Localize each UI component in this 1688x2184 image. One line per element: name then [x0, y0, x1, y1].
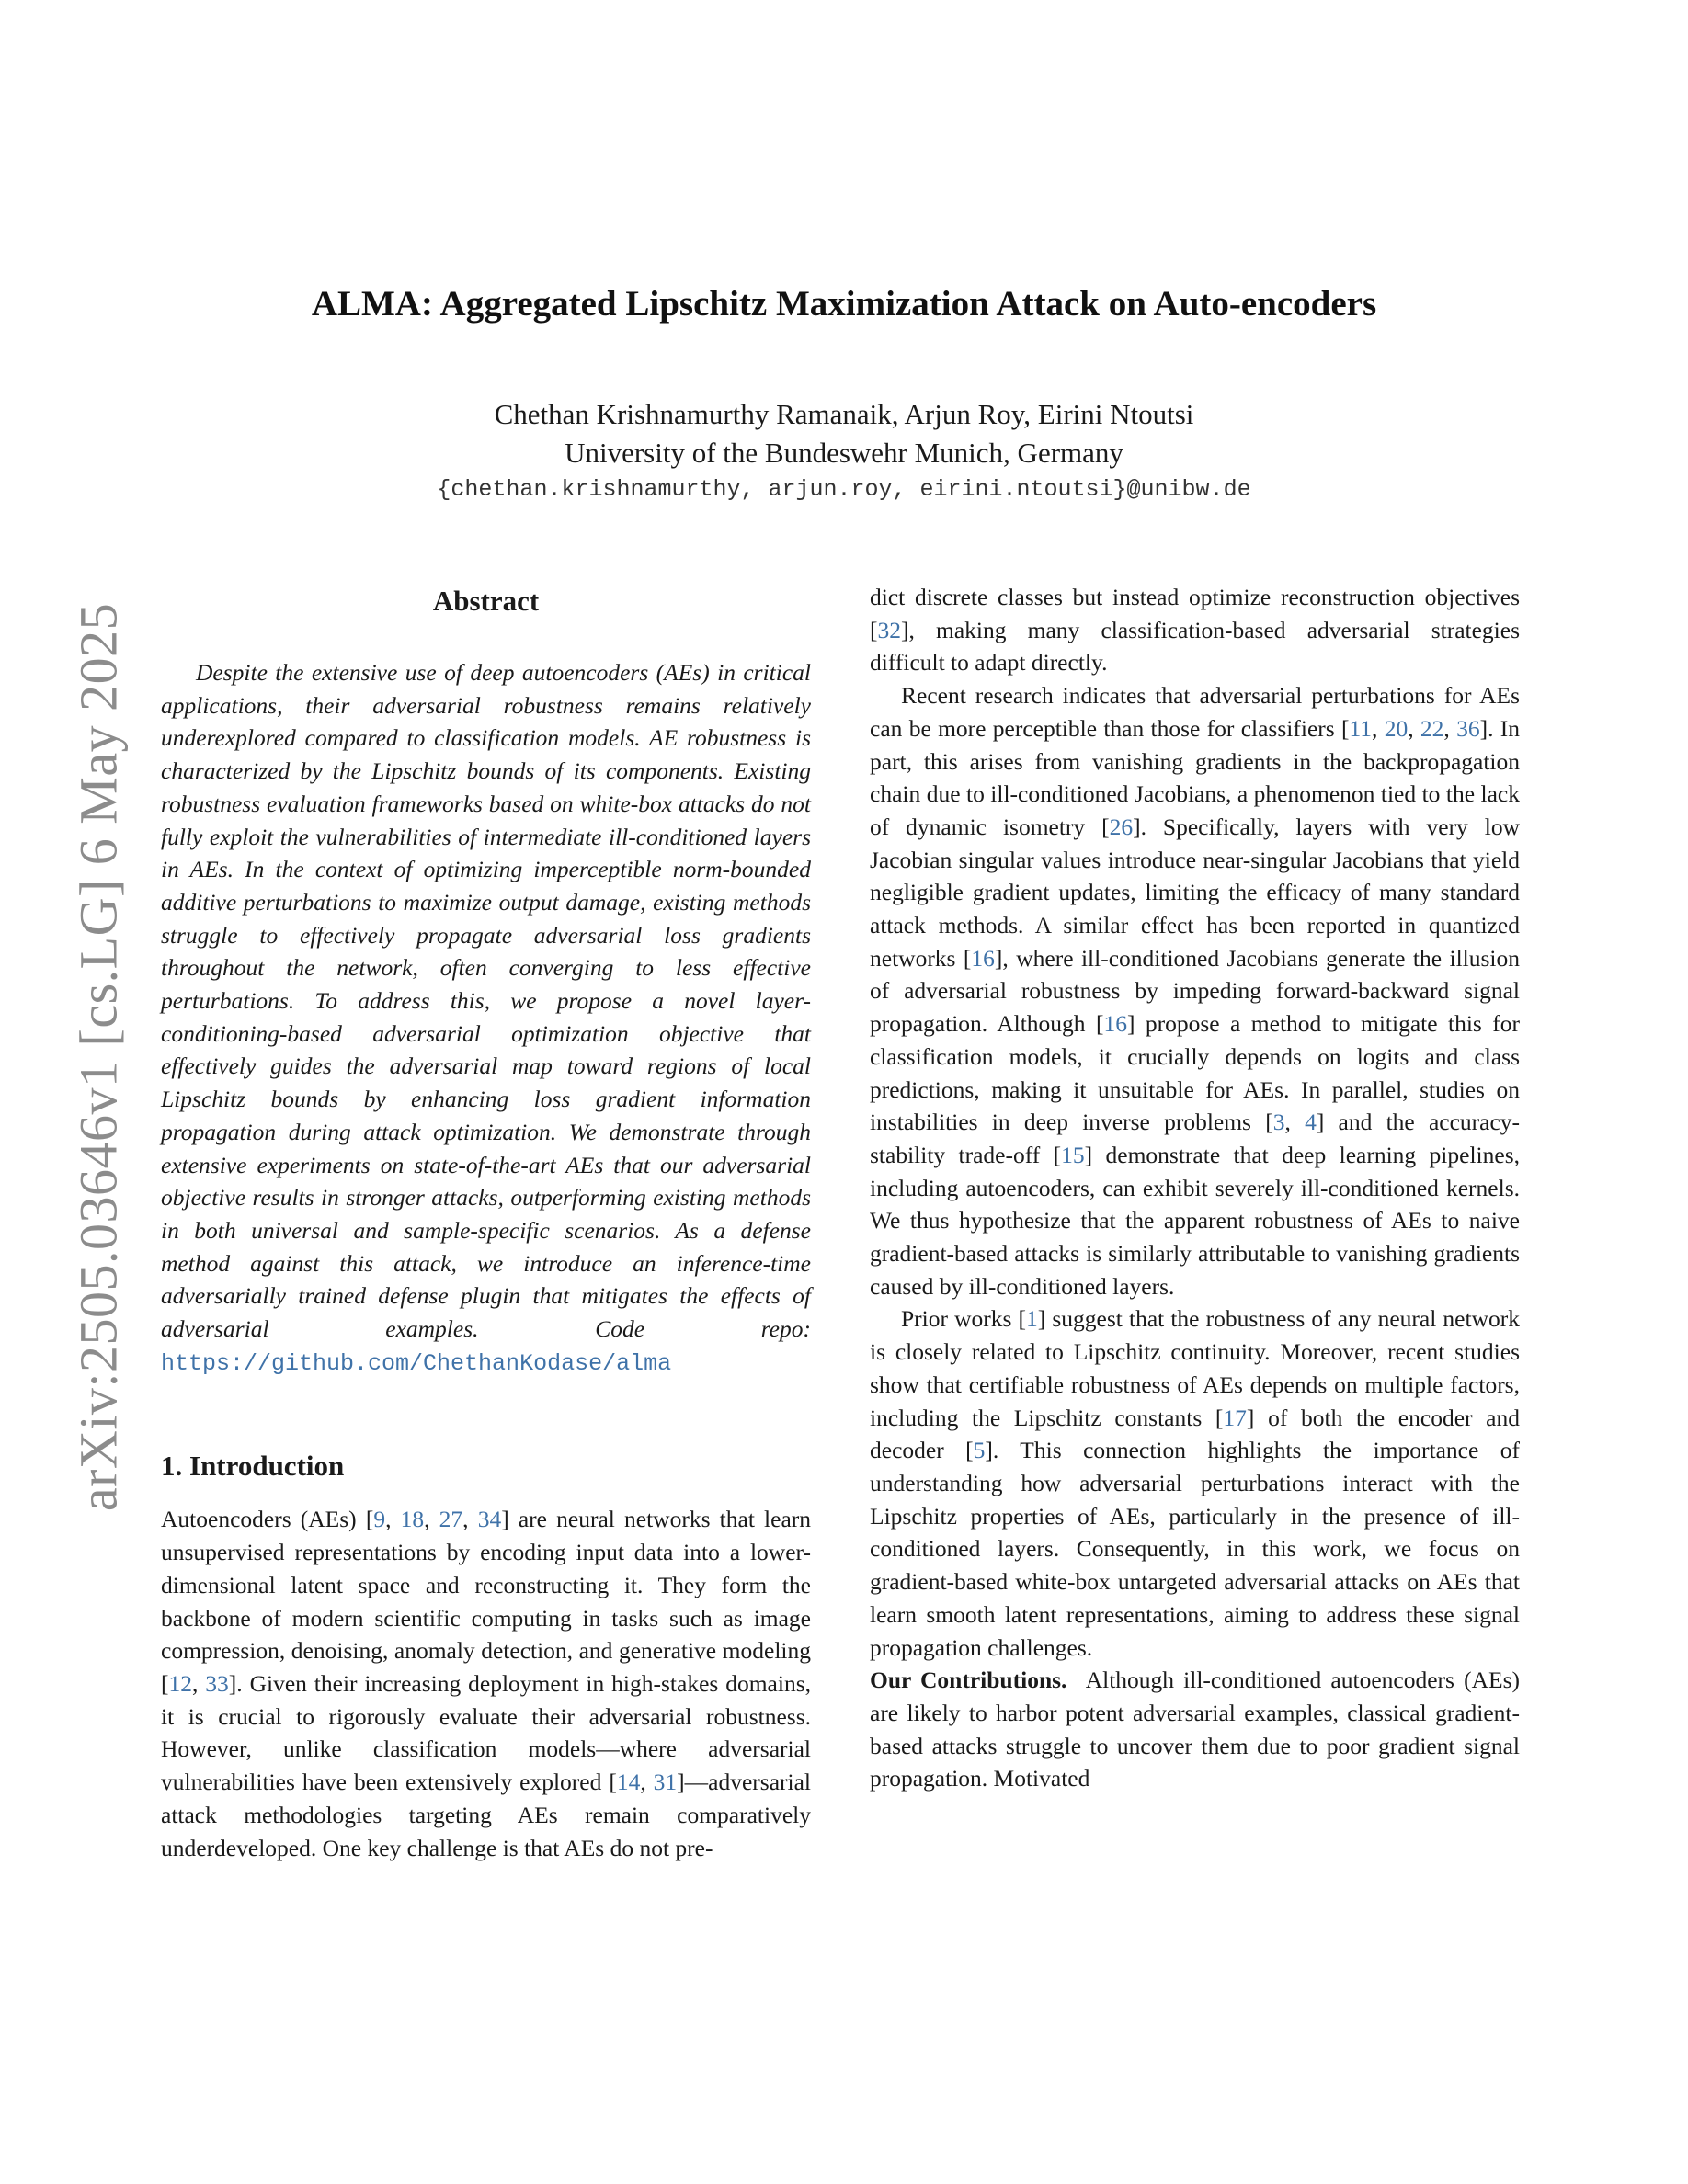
text-span: ,	[1372, 714, 1385, 742]
text-span: dict discrete classes but instead optimize reconstruction objectives [	[870, 584, 1520, 643]
intro-paragraph-1-continued	[870, 581, 1520, 679]
citation-link[interactable]: 36	[1456, 714, 1480, 742]
citation-link[interactable]: 11	[1349, 714, 1373, 742]
email-domain: @unibw.de	[1126, 476, 1251, 503]
text-span: ]. This connection highlights the importance of understanding how adversarial perturbations interact with the Lipschitz properties of AEs, particularly in the presence of ill-conditioned layers. Consequently, in this work, we focus on gradient-based white-box untargeted adversarial attacks on AEs that learn smooth latent representations, aiming to address these signal propagation challenges.	[870, 1437, 1520, 1661]
author-emails	[0, 476, 1688, 503]
author-names: Chethan Krishnamurthy Ramanaik, Arjun Roy, Eirini Ntoutsi	[494, 398, 1194, 430]
text-span: ] suggest that the robustness of any neural network is closely related to Lipschitz continuity. Moreover, recent studies show that certifiable robustness of AEs depends on multiple factors, including the Lipschitz constants [	[870, 1305, 1520, 1431]
intro-paragraph-1	[161, 1503, 811, 1864]
text-span: ] are neural networks that learn unsupervised representations by encoding input data into a lower-dimensional latent space and reconstructing it. They form the backbone of modern scientific computing in tasks such as image compression, denoising, anomaly detection, and generative modeling [	[161, 1506, 812, 1697]
introduction-heading: 1. Introduction	[161, 1450, 345, 1483]
citation-link[interactable]: 32	[877, 616, 901, 643]
arxiv-identifier: arXiv:2505.03646v1 [cs.LG] 6 May 2025	[68, 602, 129, 1512]
citation-link[interactable]: 3	[1272, 1109, 1285, 1136]
paper-title: ALMA: Aggregated Lipschitz Maximization Attack on Auto-encoders	[311, 284, 1377, 324]
text-span: ], making many classification-based adversarial strategies difficult to adapt directly.	[870, 616, 1520, 677]
intro-paragraph-2	[870, 679, 1520, 1302]
text-span: ], where ill-conditioned Jacobians generate the illusion of adversarial robustness by impeding forward-backward signal propagation. Although [	[870, 944, 1520, 1038]
text-span: ,	[1408, 714, 1420, 742]
citation-link[interactable]: 4	[1305, 1109, 1317, 1136]
text-span: Autoencoders (AEs) [	[161, 1506, 374, 1533]
text-span: ]—adversarial attack methodologies targeting AEs remain comparatively underdeveloped. One key challenge is that AEs do not pre-	[161, 1769, 811, 1861]
citation-link[interactable]: 18	[400, 1506, 425, 1533]
citation-link[interactable]: 16	[971, 944, 995, 972]
citation-link[interactable]: 12	[168, 1669, 192, 1697]
citation-link[interactable]: 27	[439, 1506, 463, 1533]
text-span: Prior works [	[901, 1305, 1027, 1333]
citation-link[interactable]: 5	[973, 1437, 986, 1464]
citation-link[interactable]: 33	[205, 1669, 229, 1697]
citation-link[interactable]: 17	[1223, 1404, 1247, 1431]
text-span: ] demonstrate that deep learning pipelines, including autoencoders, can exhibit severely ill-conditioned kernels. We thus hypothesize that the apparent robustness of AEs to naive gradient-based attacks is similarly attributable to vanishing gradients caused by ill-conditioned layers.	[870, 1141, 1520, 1300]
text-span: Recent research indicates that adversarial perturbations for AEs can be more perceptible than those for classifiers [	[870, 682, 1520, 742]
citation-link[interactable]: 14	[616, 1769, 641, 1796]
citation-link[interactable]: 20	[1384, 714, 1409, 742]
email-names: {chethan.krishnamurthy, arjun.roy, eirini.ntoutsi}	[437, 476, 1127, 503]
arxiv-stamp	[48, 552, 149, 1563]
affiliation: University of the Bundeswehr Munich, Germany	[565, 437, 1123, 469]
text-span: ] of both the encoder and decoder [	[870, 1404, 1520, 1464]
intro-paragraph-3	[870, 1302, 1520, 1664]
abstract-body: Despite the extensive use of deep autoencoders (AEs) in critical applications, their adversarial robustness remains relatively underexplored compared to classification models. AE robustness is characterized by the Lipschitz bounds of its components. Existing robustness evaluation frameworks based on white-box attacks do not fully exploit the vulnerabilities of intermediate ill-conditioned layers in AEs. In the context of optimizing imperceptible norm-bounded additive perturbations to maximize output damage, existing methods struggle to effectively propagate adversarial loss gradients throughout the network, often converging to less effective perturbations. To address this, we propose a novel layer-conditioning-based adversarial optimization objective that effectively guides the adversarial map toward regions of local Lipschitz bounds by enhancing loss gradient information propagation during attack optimization. We demonstrate through extensive experiments on state-of-the-art AEs that our adversarial objective results in stronger attacks, outperforming existing methods in both universal and sample-specific scenarios. As a defense method against this attack, we introduce an inference-time adversarially trained defense plugin that mitigates the effects of adversarial examples. Code repo:	[161, 659, 811, 1343]
citation-link[interactable]: 26	[1109, 813, 1134, 840]
text-span: ]. Given their increasing deployment in high-stakes domains, it is crucial to rigorously evaluate their adversarial robustness. However, unlike classification models—where adversarial vulnerabilities have been extensively explored [	[161, 1669, 812, 1796]
text-span: ] and the accuracy-stability trade-off [	[870, 1109, 1521, 1168]
text-span: ,	[192, 1669, 206, 1697]
right-column	[870, 581, 1520, 1795]
code-repo-link[interactable]: https://github.com/ChethanKodase/alma	[161, 1349, 672, 1377]
abstract-heading: Abstract	[432, 585, 540, 617]
abstract-text	[161, 656, 811, 1380]
text-span: ]. In part, this arises from vanishing gradients in the backpropagation chain due to ill-conditioned Jacobians, a phenomenon tied to the lack of dynamic isometry [	[870, 714, 1521, 840]
left-column	[161, 581, 811, 1864]
citation-link[interactable]: 15	[1061, 1141, 1085, 1168]
text-span: ]. Specifically, layers with very low Jacobian singular values introduce near-singular Jacobians that yield negligible gradient updates, limiting the efficacy of many standard attack methods. A similar effect has been reported in quantized networks [	[870, 813, 1521, 972]
text-span: ,	[1443, 714, 1457, 742]
citation-link[interactable]: 34	[477, 1506, 502, 1533]
text-span: ,	[385, 1506, 401, 1533]
citation-link[interactable]: 22	[1420, 714, 1444, 742]
contributions-text: Although ill-conditioned autoencoders (AEs) are likely to harbor potent adversarial examples, classical gradient-based attacks struggle to uncover them due to poor gradient signal propagation. Motivated	[870, 1666, 1520, 1792]
text-span: ,	[462, 1506, 478, 1533]
citation-link[interactable]: 1	[1026, 1305, 1038, 1333]
text-span: ,	[424, 1506, 439, 1533]
contributions-label: Our Contributions.	[870, 1666, 1067, 1694]
citation-link[interactable]: 31	[653, 1769, 678, 1796]
author-block	[0, 395, 1688, 472]
citation-link[interactable]: 16	[1103, 1010, 1127, 1038]
text-span: ,	[1284, 1109, 1306, 1136]
contributions-paragraph	[870, 1664, 1520, 1795]
text-span: ,	[640, 1769, 654, 1796]
citation-link[interactable]: 9	[373, 1506, 386, 1533]
text-span: ] propose a method to mitigate this for classification models, it crucially depends on logits and class predictions, making it unsuitable for AEs. In parallel, studies on instabilities in deep inverse problems [	[870, 1010, 1520, 1136]
